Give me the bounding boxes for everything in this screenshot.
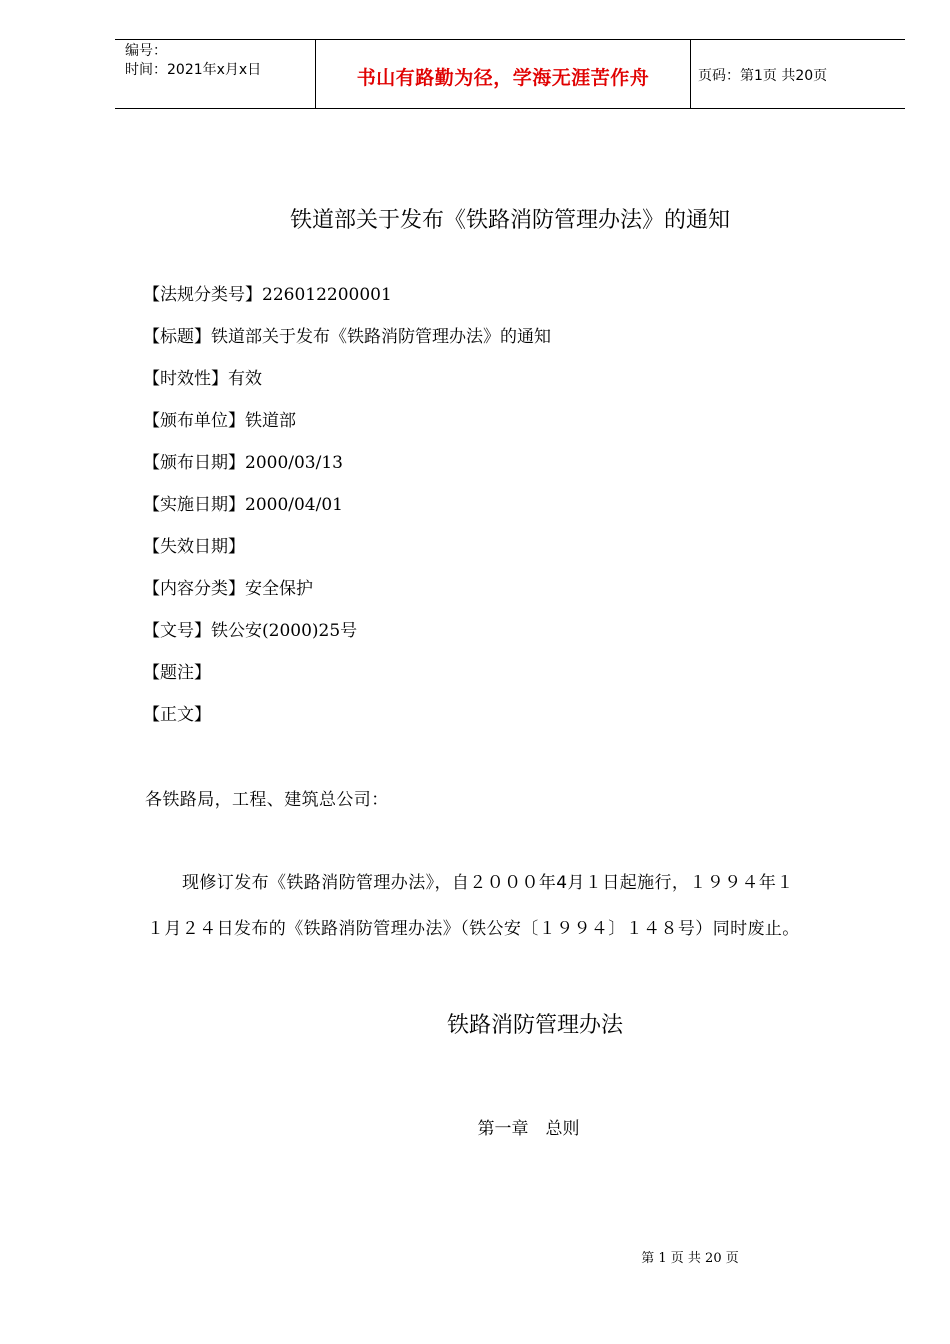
meta-value: 铁道部 bbox=[245, 411, 296, 431]
header-page-cell bbox=[690, 40, 905, 108]
meta-value: 2000/04/01 bbox=[245, 495, 343, 515]
meta-label: 【颁布单位】 bbox=[143, 411, 245, 431]
meta-label: 【正文】 bbox=[143, 705, 211, 725]
paragraph-line-2: １月２４日发布的《铁路消防管理办法》（铁公安〔１９９４〕１４８号）同时废止。 bbox=[147, 919, 800, 939]
meta-value: 铁道部关于发布《铁路消防管理办法》的通知 bbox=[211, 327, 551, 347]
meta-label: 【失效日期】 bbox=[143, 537, 245, 557]
regulation-title: 铁路消防管理办法 bbox=[446, 1013, 623, 1038]
meta-body bbox=[143, 700, 211, 725]
meta-label: 【标题】 bbox=[143, 327, 211, 347]
motto: 书山有路勤为径，学海无涯苦作舟 bbox=[356, 67, 650, 89]
meta-effective-date bbox=[143, 490, 343, 515]
meta-label: 【题注】 bbox=[143, 663, 211, 683]
meta-value: 2000/03/13 bbox=[245, 453, 343, 473]
meta-doc-number bbox=[143, 616, 357, 641]
time-label: 时间：2021年x月x日 bbox=[125, 62, 262, 78]
meta-label: 【时效性】 bbox=[143, 369, 228, 389]
header-motto-cell bbox=[315, 40, 691, 108]
meta-classification bbox=[143, 280, 392, 305]
paragraph-line-1: 现修订发布《铁路消防管理办法》，自２０００年4月１日起施行，１９９４年１ bbox=[182, 873, 794, 893]
meta-title bbox=[143, 322, 551, 347]
meta-category bbox=[143, 574, 313, 599]
salutation: 各铁路局，工程、建筑总公司： bbox=[145, 790, 389, 810]
meta-note bbox=[143, 658, 211, 683]
meta-issuer bbox=[143, 406, 296, 431]
meta-value: 铁公安(2000)25号 bbox=[211, 621, 358, 641]
meta-expiry-date bbox=[143, 532, 245, 557]
header-table bbox=[115, 39, 905, 109]
document-title: 铁道部关于发布《铁路消防管理办法》的通知 bbox=[289, 208, 730, 233]
meta-value: 有效 bbox=[228, 369, 262, 389]
meta-label: 【法规分类号】 bbox=[143, 285, 262, 305]
page-footer: 第 1 页 共 20 页 bbox=[641, 1251, 739, 1266]
meta-label: 【内容分类】 bbox=[143, 579, 245, 599]
meta-issue-date bbox=[143, 448, 343, 473]
meta-label: 【颁布日期】 bbox=[143, 453, 245, 473]
number-label: 编号： bbox=[125, 43, 167, 59]
meta-validity bbox=[143, 364, 262, 389]
header-info-cell bbox=[115, 40, 315, 108]
page-info: 页码：第1页 共20页 bbox=[698, 68, 828, 84]
meta-label: 【实施日期】 bbox=[143, 495, 245, 515]
meta-value: 226012200001 bbox=[262, 285, 392, 305]
chapter-heading: 第一章 总则 bbox=[477, 1119, 580, 1139]
meta-label: 【文号】 bbox=[143, 621, 211, 641]
meta-value: 安全保护 bbox=[245, 579, 313, 599]
